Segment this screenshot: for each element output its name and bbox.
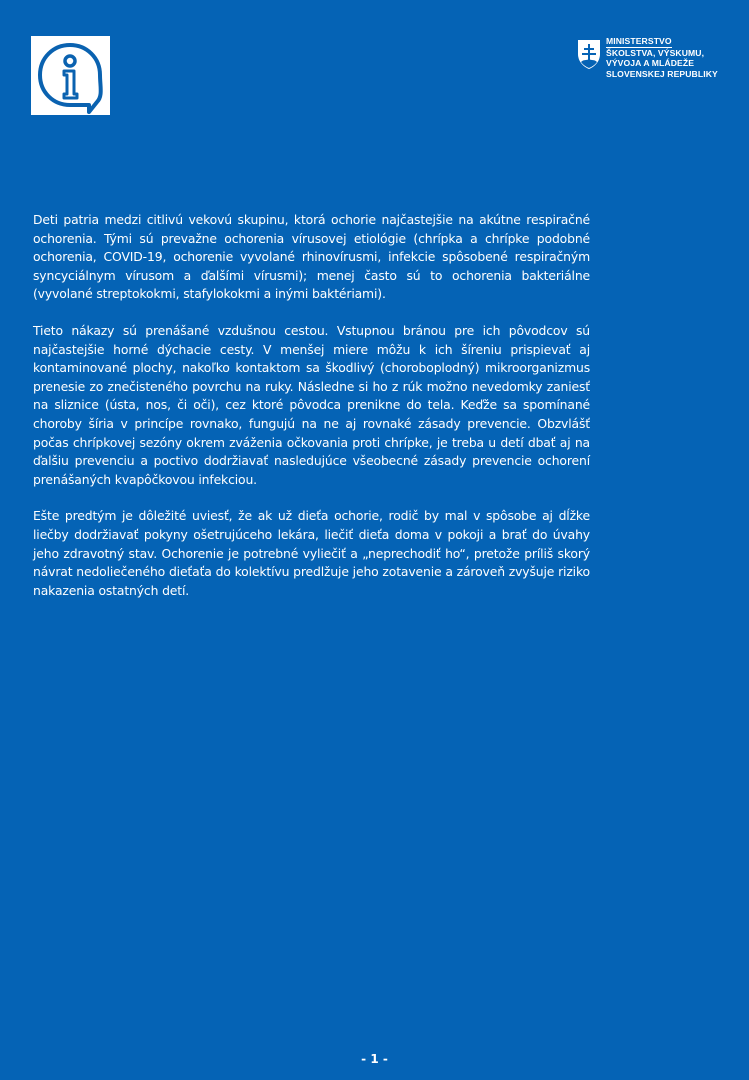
info-icon-box (31, 36, 110, 115)
ministry-line-2: ŠKOLSTVA, VÝSKUMU, (606, 47, 705, 58)
slovak-coat-of-arms-icon (576, 38, 602, 70)
paragraph-1: Deti patria medzi citlivú vekovú skupinu, ktorá ochorie najčastejšie na akútne respiračné ochorenia. Tými sú prevažne ochorenia vírusovej etiológie (chrípka a chrípke podobné ochorenia, COVID-19, ochorenie vyvolané rhinovírusmi, infekcie spôsobené respiračným syncyciálnym vírusom a ďalšími vírusmi); menej často sú to ochorenia bakteriálne (vyvolané streptokokmi, stafylokokmi a inými baktériami). (33, 212, 590, 302)
ministry-name (606, 36, 718, 79)
page-number: - 1 - (361, 1052, 388, 1066)
ministry-line-4: SLOVENSKEJ REPUBLIKY (606, 68, 718, 79)
paragraph-2: Tieto nákazy sú prenášané vzdušnou cestou. Vstupnou bránou pre ich pôvodcov sú najčastejšie horné dýchacie cesty. V menšej miere môžu k ich šíreniu prispievať aj kontaminované plochy, nakoľko kontaktom sa škodlivý (choroboplodný) mikroorganizmus prenesie zo znečisteného povrchu na ruky. Následne si ho z rúk možno nevedomky zaniesť na sliznice (ústa, nos, či oči), cez ktoré pôvodca prenikne do tela. Keďže sa spomínané choroby šíria v princípe rovnako, fungujú na ne aj rovnaké zásady prevencie. Obzvlášť počas chrípkovej sezóny okrem zváženia očkovania proti chrípke, je treba u detí dbať aj na ďalšiu prevenciu a poctivo dodržiavať nasledujúce všeobecné zásady prevencie ochorení prenášaných kvapôčkovou infekciou. (33, 322, 590, 487)
info-speech-bubble-icon (31, 36, 110, 115)
ministry-logo (576, 36, 746, 86)
body-text (33, 211, 590, 618)
paragraph-3: Ešte predtým je dôležité uviesť, že ak už dieťa ochorie, rodič by mal v spôsobe aj dĺžke liečby dodržiavať pokyny ošetrujúceho lekára, liečiť dieťa doma v pokoji a brať do úvahy jeho zdravotný stav. Ochorenie je potrebné vyliečiť a „neprechodiť ho“, pretože príliš skorý návrat nedoliečeného dieťaťa do kolektívu predlžuje jeho zotavenie a zároveň zvyšuje riziko nakazenia ostatných detí. (33, 508, 590, 598)
ministry-line-1: MINISTERSTVO (606, 36, 672, 46)
ministry-line-3: VÝVOJA A MLÁDEŽE (606, 58, 695, 68)
